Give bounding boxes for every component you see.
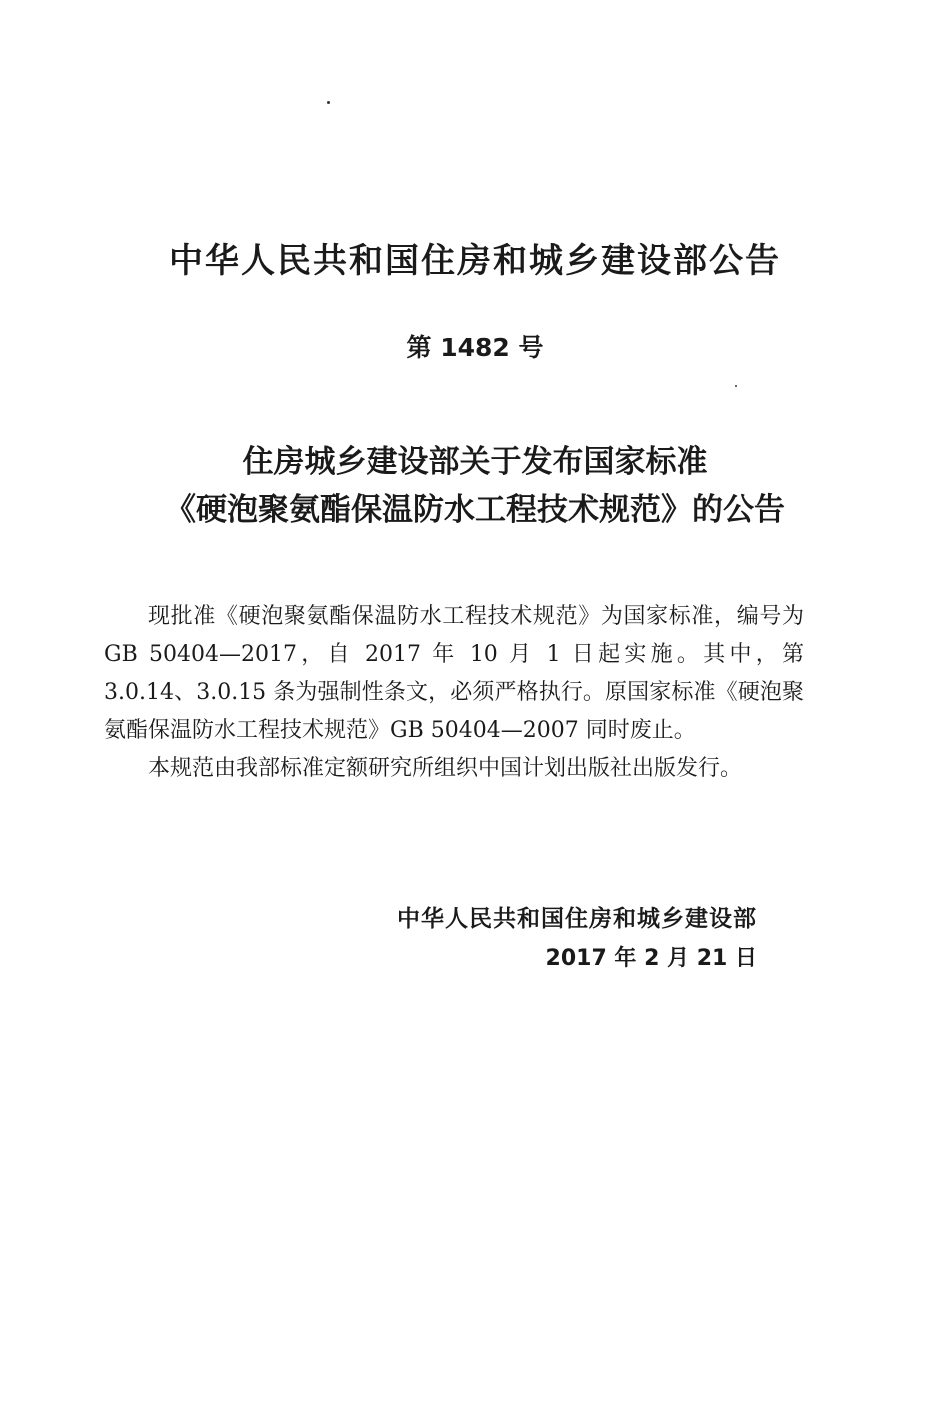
issue-date: 2017 年 2 月 21 日 [545,946,757,971]
scan-speck [327,101,330,104]
scan-speck [735,385,737,387]
subtitle-line-2: 《硬泡聚氨酯保温防水工程技术规范》的公告 [165,492,785,528]
signature-block [397,900,757,978]
announcement-subtitle [0,438,950,534]
announcement-body [104,598,804,788]
body-paragraph-2: 本规范由我部标准定额研究所组织中国计划出版社出版发行。 [148,756,743,781]
announcement-number: 第 1482 号 [406,333,544,362]
subtitle-line-1: 住房城乡建设部关于发布国家标准 [242,444,708,480]
announcement-title: 中华人民共和国住房和城乡建设部公告 [169,241,781,281]
body-paragraph-1: 现批准《硬泡聚氨酯保温防水工程技术规范》为国家标准，编号为 GB 50404—2017，自 2017 年 10 月 1 日起实施。其中，第 3.0.14、3.0.15 条为强制性条文，必须严格执行。原国家标准《硬泡聚氨酯保温防水工程技术规范》GB 50404—2007 同时废止。 [104,604,804,743]
issuing-organization: 中华人民共和国住房和城乡建设部 [397,906,757,932]
